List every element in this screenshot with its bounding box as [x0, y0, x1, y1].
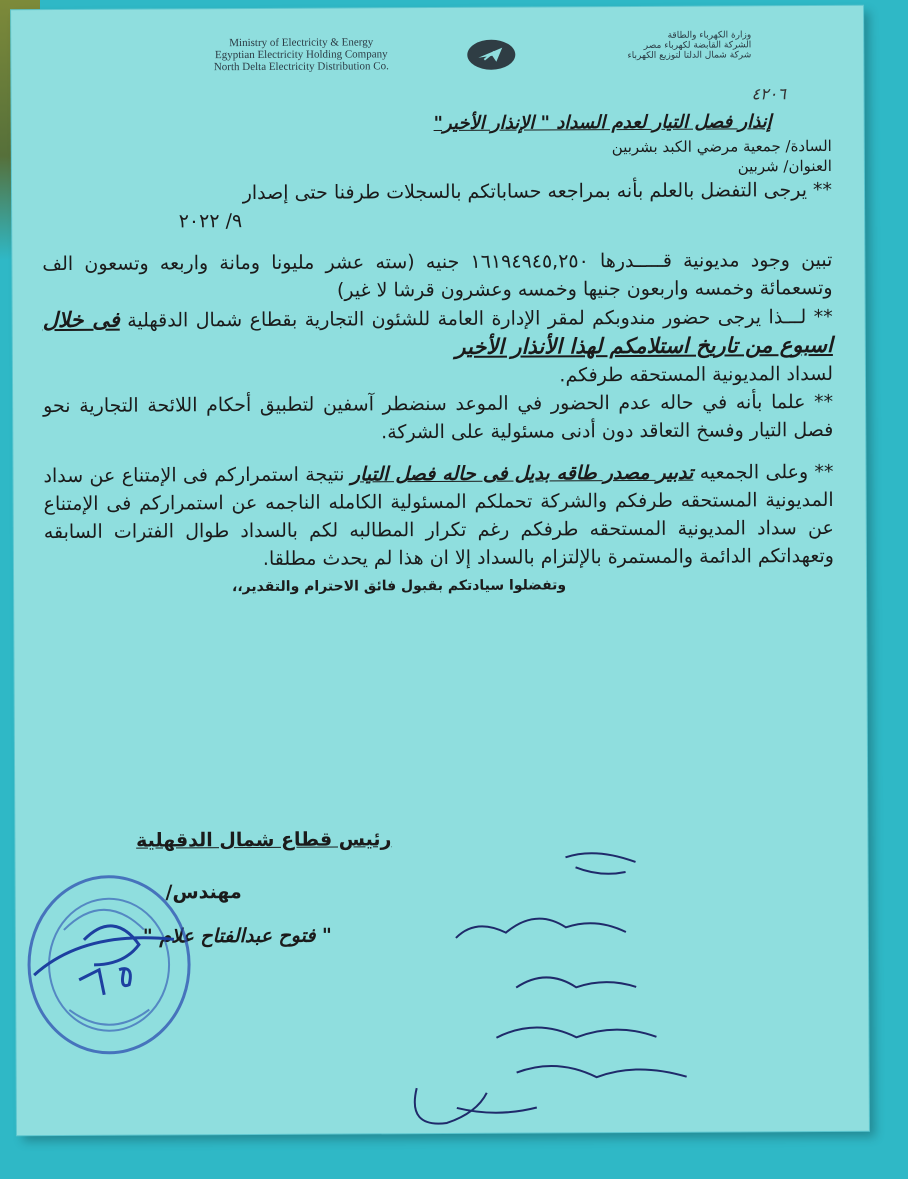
official-stamp-icon: [24, 869, 195, 1060]
company-logo-icon: [466, 38, 516, 72]
reference-number: ٤٢٠٦: [751, 84, 786, 104]
paragraph-3: [43, 302, 833, 364]
paragraph-3-emphasis: فى خلال اسبوع من تاريخ استلامكم لهذا الأنذار الأخير: [42, 307, 833, 359]
letterhead-en-line: North Delta Electricity Distribution Co.: [213, 60, 389, 74]
closing-line: وتفضلوا سيادتكم بقبول فائق الاحترام والتقدير،،: [231, 577, 567, 596]
letter-body: [42, 108, 835, 602]
paragraph-5-emphasis: تدبير مصدر طاقه بديل فى حاله فصل التيار: [350, 461, 694, 486]
signatory-name: " فتوح عبدالفتاح علام ": [142, 924, 332, 948]
paragraph-1-line-2: ٩/ ٢٠٢٢: [178, 210, 243, 233]
signatory-title: رئيس قطاع شمال الدقهلية: [136, 828, 392, 852]
letterhead-ar-line: شركة شمال الدلتا لتوزيع الكهرباء: [627, 50, 752, 62]
handwritten-note-icon: [395, 837, 727, 1139]
letterhead-ar-line: وزارة الكهرباء والطاقة: [667, 30, 752, 41]
letterhead-en-line: Egyptian Electricity Holding Company: [214, 48, 388, 62]
paragraph-2: تبين وجود مديونية قـــــدرها ١٦١٩٤٩٤٥,٢٥٠ جنيه (سته عشر مليونا ومانة واربعه وتسعون الف وتسعمائة وخمسه واربعون جنيها وخمسه وعشرون قرشا لا غير): [42, 248, 833, 302]
letter-page: [11, 6, 869, 1135]
letterhead-english: [161, 36, 441, 73]
signatory-role: مهندس/: [165, 881, 242, 904]
address: العنوان/ شربين: [737, 156, 832, 176]
letter-title: إنذار فصل التيار لعدم السداد " الإنذار الأخير": [433, 111, 772, 135]
addressee: السادة/ جمعية مرضي الكبد بشربين: [611, 136, 832, 157]
paragraph-5-start: ** وعلى الجمعيه: [699, 460, 834, 484]
paragraph-5: [43, 458, 834, 574]
paragraph-5-end: نتيجة استمراركم فى الإمتناع عن سداد المديونية المستحقه طرفكم والشركة تحملكم المسئولية الكامله الناجمه عن استمراركم فى الإمتناع عن سداد المديونية المستحقه طرفكم رغم تكرار المطالبه لكم بالسداد طوال الفترات السابقه وتعهداتكم الدائمة والمستمرة بالإلتزام بالسداد إلا ان هذا لم يحدث مطلقا.: [43, 463, 834, 570]
letterhead-en-line: Ministry of Electricity & Energy: [229, 36, 374, 50]
paragraph-3-end: لسداد المديونية المستحقه طرفكم.: [559, 362, 834, 387]
letterhead-ar-line: الشركة القابضة لكهرباء مصر: [643, 40, 752, 51]
paragraph-4: ** علما بأنه في حاله عدم الحضور في الموعد سنضطر آسفين لتطبيق أحكام اللائحة التجارية نحو فصل التيار وفسخ التعاقد دون أدنى مسئولية على الشركة.: [43, 390, 834, 444]
paragraph-3-start: ** لـــذا يرجى حضور مندوبكم لمقر الإدارة العامة للشئون التجارية بقطاع شمال الدقهلية: [127, 305, 833, 332]
letterhead-arabic: [561, 30, 751, 61]
paragraph-1-line-1: ** يرجى التفضل بالعلم بأنه بمراجعه حساباتكم بالسجلات طرفنا حتى إصدار: [242, 178, 833, 205]
